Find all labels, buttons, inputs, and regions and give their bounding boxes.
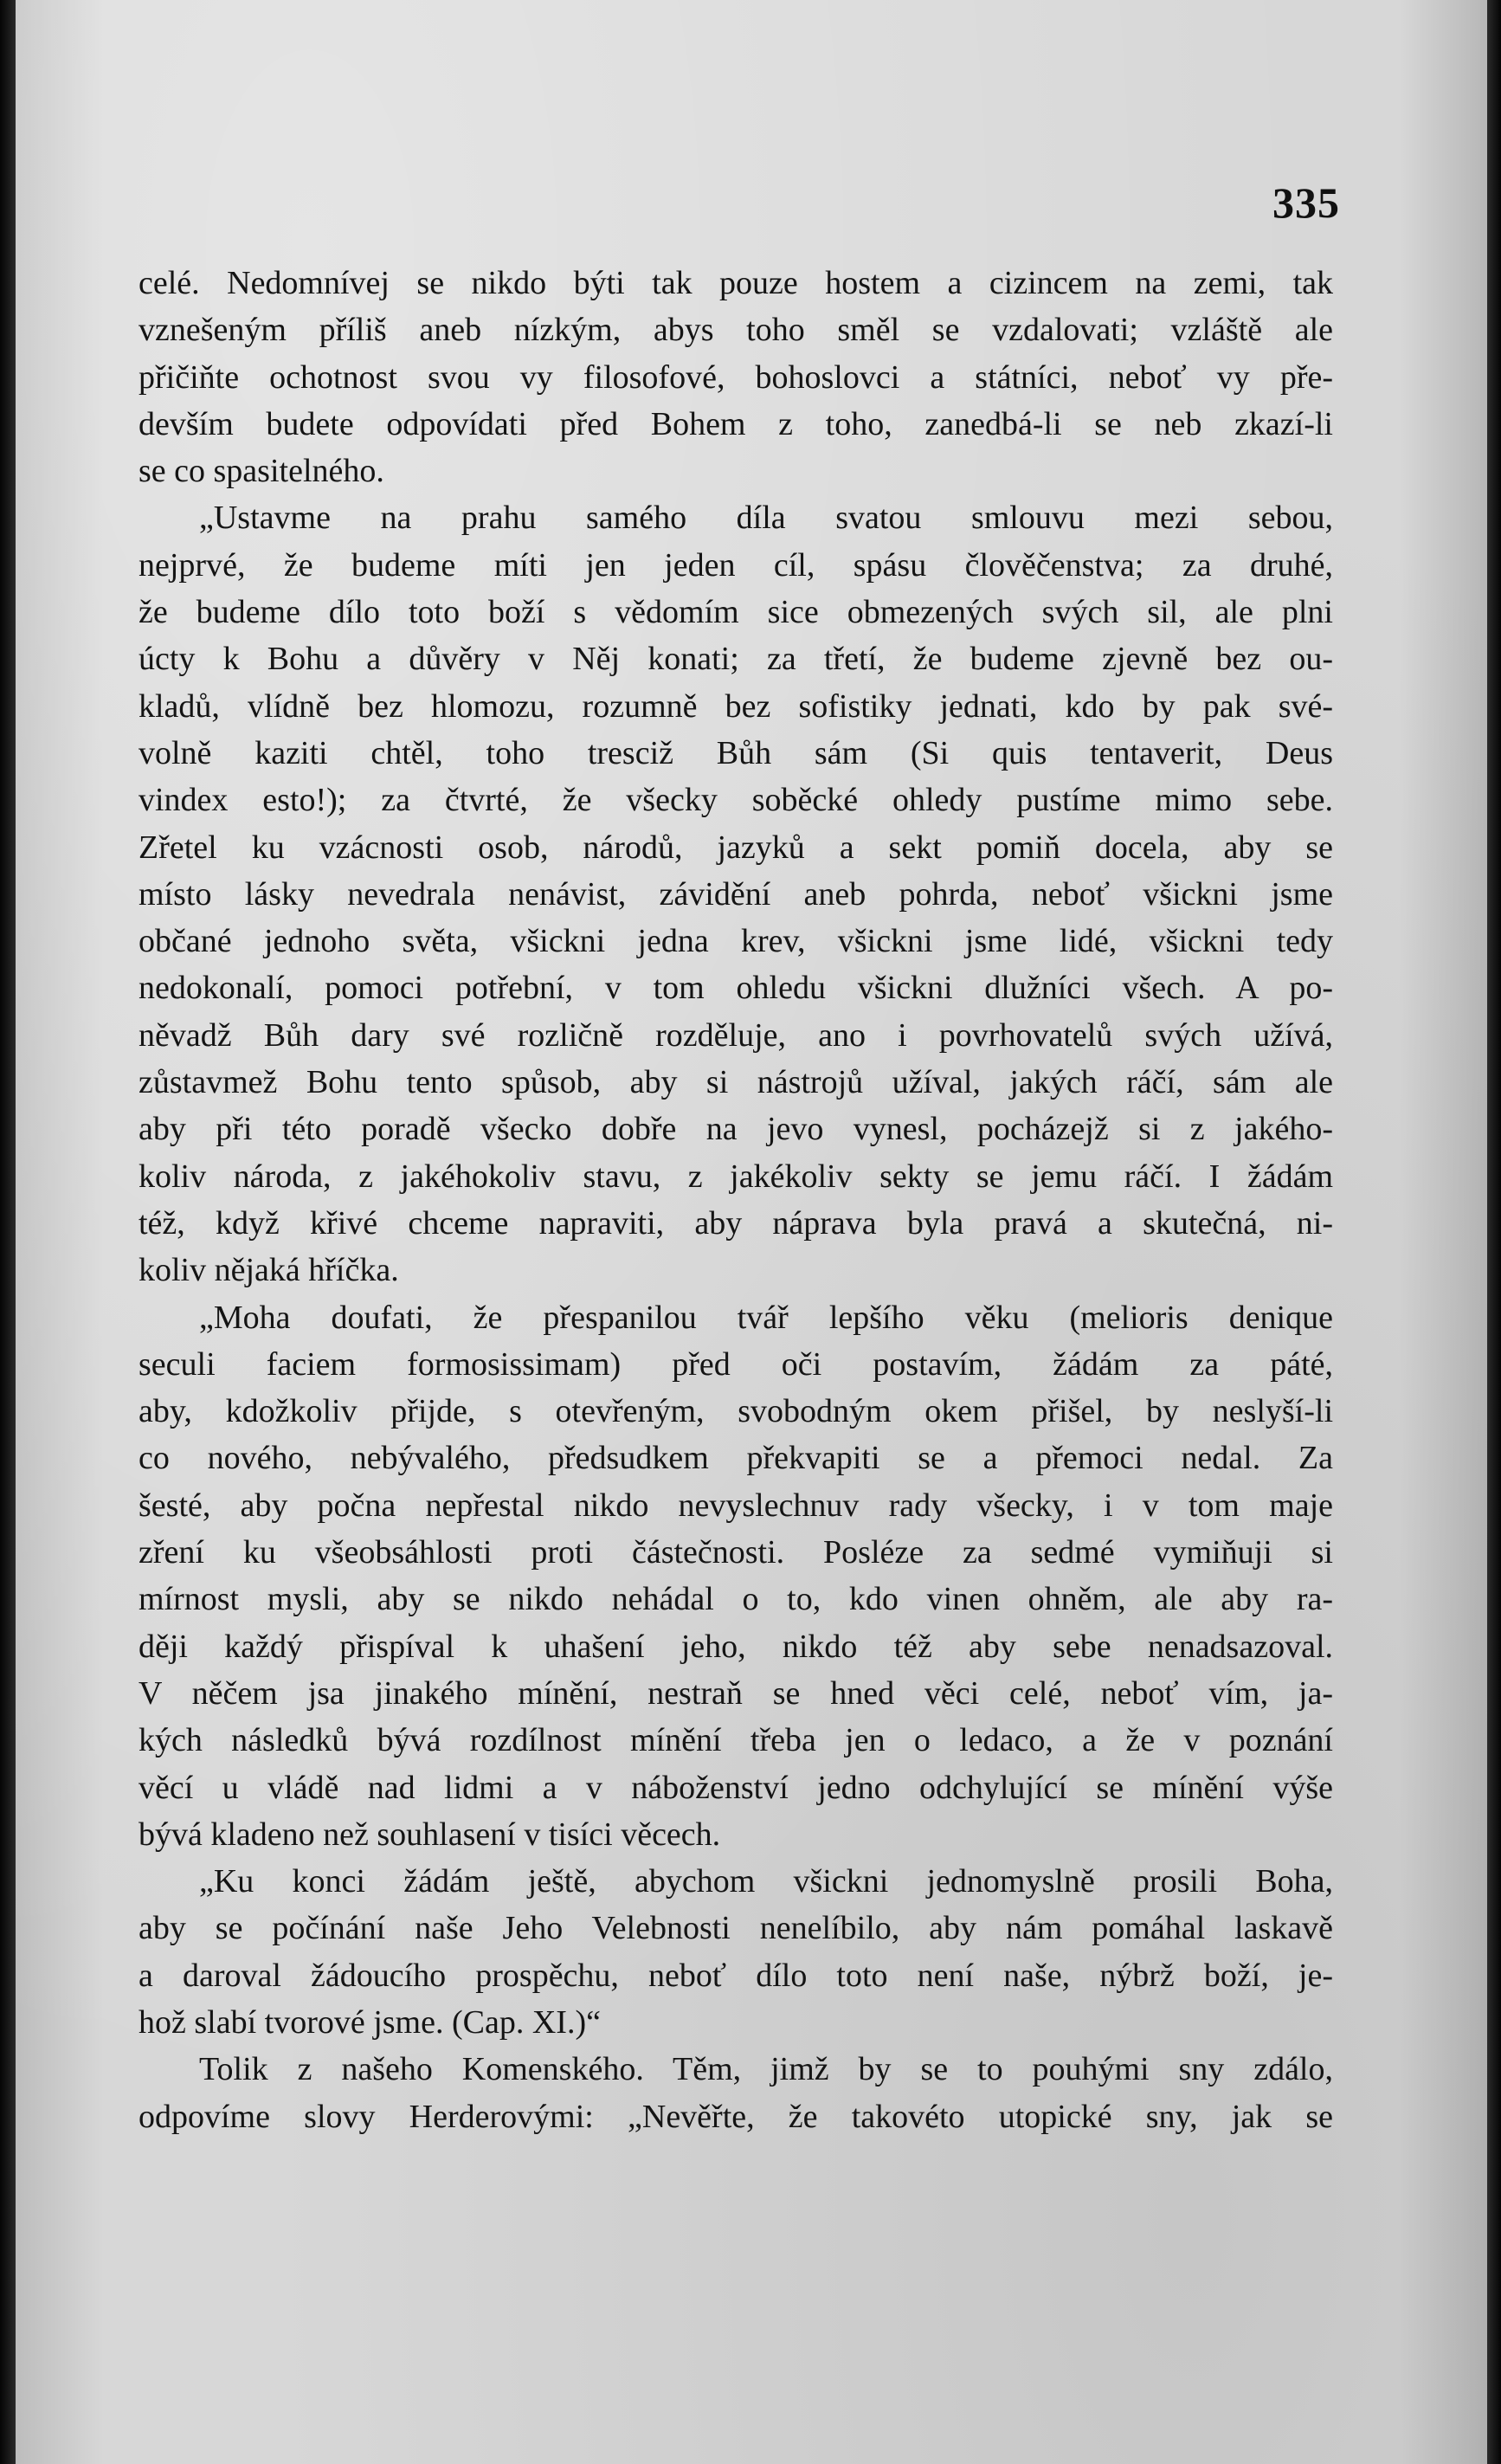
text-line: koliv národa, z jakéhokoliv stavu, z jakékoliv sekty se jemu ráčí. I žádám [139, 1158, 1333, 1195]
text-line: že budeme dílo toto boží s vědomím sice obmezených svých sil, ale plni [139, 594, 1333, 631]
body-text [139, 260, 1333, 2140]
text-line: Zřetel ku vzácnosti osob, národů, jazyků a sekt pomiň docela, aby se [139, 829, 1333, 866]
text-line: občané jednoho světa, všickni jedna krev, všickni jsme lidé, všickni tedy [139, 923, 1333, 960]
book-page [16, 0, 1487, 2464]
text-line: volně kaziti chtěl, toho tresciž Bůh sám (Si quis tentaverit, Deus [139, 734, 1333, 771]
text-line: zůstavmež Bohu tento spůsob, aby si nástrojů užíval, jakých ráčí, sám ale [139, 1064, 1333, 1101]
text-line: „Ustavme na prahu samého díla svatou smlouvu mezi sebou, [199, 500, 1333, 537]
text-line: bývá kladeno než souhlasení v tisíci věcech. [139, 1816, 721, 1853]
text-line: kých následků bývá rozdílnost mínění třeba jen o ledaco, a že v poznání [139, 1722, 1333, 1759]
text-line: místo lásky nevedrala nenávist, závidění aneb pohrda, neboť všickni jsme [139, 875, 1333, 913]
text-line: mírnost mysli, aby se nikdo nehádal o to, kdo vinen ohněm, ale aby ra- [139, 1581, 1333, 1618]
text-line: ději každý přispíval k uhašení jeho, nikdo též aby sebe nenadsazoval. [139, 1628, 1333, 1665]
text-line: nedokonalí, pomoci potřební, v tom ohledu všickni dlužníci všech. A po- [139, 970, 1333, 1007]
text-line: vznešeným příliš aneb nízkým, abys toho směl se vzdalovati; vzláště ale [139, 312, 1333, 349]
text-line: hož slabí tvorové jsme. (Cap. XI.)“ [139, 2003, 601, 2041]
text-line: odpovíme slovy Herderovými: „Nevěřte, že takovéto utopické sny, jak se [139, 2098, 1333, 2135]
text-line: se co spasitelného. [139, 453, 384, 490]
text-line: něvadž Bůh dary své rozličně rozděluje, ano i povrhovatelů svých užívá, [139, 1016, 1333, 1054]
text-line: vindex esto!); za čtvrté, že všecky soběcké ohledy pustíme mimo sebe. [139, 782, 1333, 819]
scan-edge-left [0, 0, 16, 2464]
text-line: „Ku konci žádám ještě, abychom všickni jednomyslně prosili Boha, [199, 1863, 1333, 1900]
text-line: aby, kdožkoliv přijde, s otevřeným, svobodným okem přišel, by neslyší-li [139, 1393, 1333, 1430]
text-line: věcí u vládě nad lidmi a v náboženství jedno odchylující se mínění výše [139, 1769, 1333, 1806]
text-line: úcty k Bohu a důvěry v Něj konati; za třetí, že budeme zjevně bez ou- [139, 641, 1333, 678]
scan-edge-right [1487, 0, 1501, 2464]
text-line: aby při této poradě všecko dobře na jevo vynesl, pocházejž si z jakého- [139, 1111, 1333, 1148]
text-line: „Moha doufati, že přespanilou tvář lepšího věku (melioris denique [199, 1299, 1333, 1336]
text-line: nejprvé, že budeme míti jen jeden cíl, spásu člověčenstva; za druhé, [139, 546, 1333, 584]
text-line: šesté, aby počna nepřestal nikdo nevyslechnuv rady všecky, i v tom maje [139, 1487, 1333, 1524]
text-line: koliv nějaká hříčka. [139, 1252, 399, 1289]
text-line: aby se počínání naše Jeho Velebnosti nenelíbilo, aby nám pomáhal laskavě [139, 1910, 1333, 1947]
text-line: a daroval žádoucího prospěchu, neboť dílo toto není naše, nýbrž boží, je- [139, 1957, 1333, 1994]
text-line: celé. Nedomnívej se nikdo býti tak pouze hostem a cizincem na zemi, tak [139, 265, 1333, 301]
text-line: přičiňte ochotnost svou vy filosofové, bohoslovci a státníci, neboť vy pře- [139, 358, 1333, 396]
text-line: seculi faciem formosissimam) před oči postavím, žádám za páté, [139, 1345, 1333, 1383]
text-line: co nového, nebývalého, předsudkem překvapiti se a přemoci nedal. Za [139, 1440, 1333, 1477]
text-line: kladů, vlídně bez hlomozu, rozumně bez sofistiky jednati, kdo by pak své- [139, 687, 1333, 725]
text-line: zření ku všeobsáhlosti proti částečnosti. Posléze za sedmé vymiňuji si [139, 1534, 1333, 1571]
text-line: Tolik z našeho Komenského. Těm, jimž by se to pouhými sny zdálo, [199, 2051, 1333, 2088]
page-number: 335 [1272, 178, 1340, 227]
text-line: V něčem jsa jinakého mínění, nestraň se hned věci celé, neboť vím, ja- [139, 1674, 1333, 1712]
text-line: devším budete odpovídati před Bohem z toho, zanedbá-li se neb zkazí-li [139, 405, 1333, 442]
text-line: též, když křivé chceme napraviti, aby náprava byla pravá a skutečná, ni- [139, 1204, 1333, 1242]
